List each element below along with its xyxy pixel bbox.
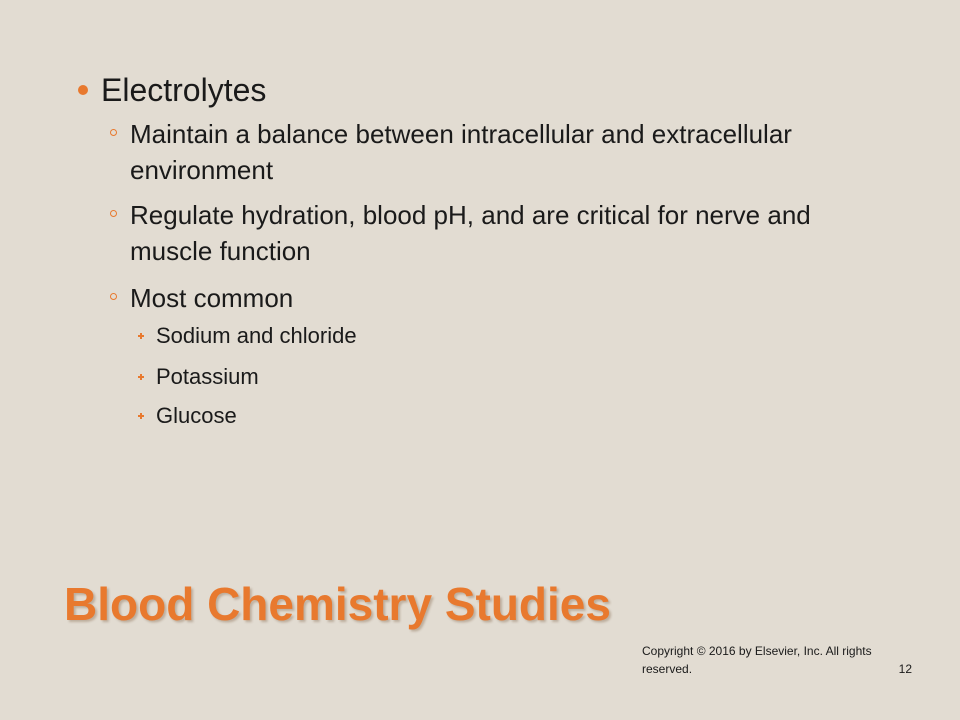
bullet-text: Maintain a balance between intracellular and extracellular environment [130, 119, 792, 185]
plus-bullet-icon [138, 374, 144, 380]
copyright-notice: Copyright © 2016 by Elsevier, Inc. All rights reserved. [642, 644, 872, 676]
bullet-text: Sodium and chloride [156, 323, 357, 348]
hollow-circle-bullet-icon [110, 210, 117, 217]
plus-bullet-icon [138, 333, 144, 339]
bullet-text: Most common [130, 283, 294, 313]
plus-bullet-icon [138, 413, 144, 419]
hollow-circle-bullet-icon [110, 129, 117, 136]
bullet-text: Glucose [156, 403, 237, 428]
filled-circle-bullet-icon [78, 85, 88, 95]
page-number: 12 [898, 662, 912, 676]
slide-title: Blood Chemistry Studies [64, 578, 611, 630]
bullet-text: Potassium [156, 364, 259, 389]
bullet-text: Regulate hydration, blood pH, and are critical for nerve and muscle function [130, 200, 811, 266]
hollow-circle-bullet-icon [110, 293, 117, 300]
bullet-text: Electrolytes [101, 72, 267, 108]
